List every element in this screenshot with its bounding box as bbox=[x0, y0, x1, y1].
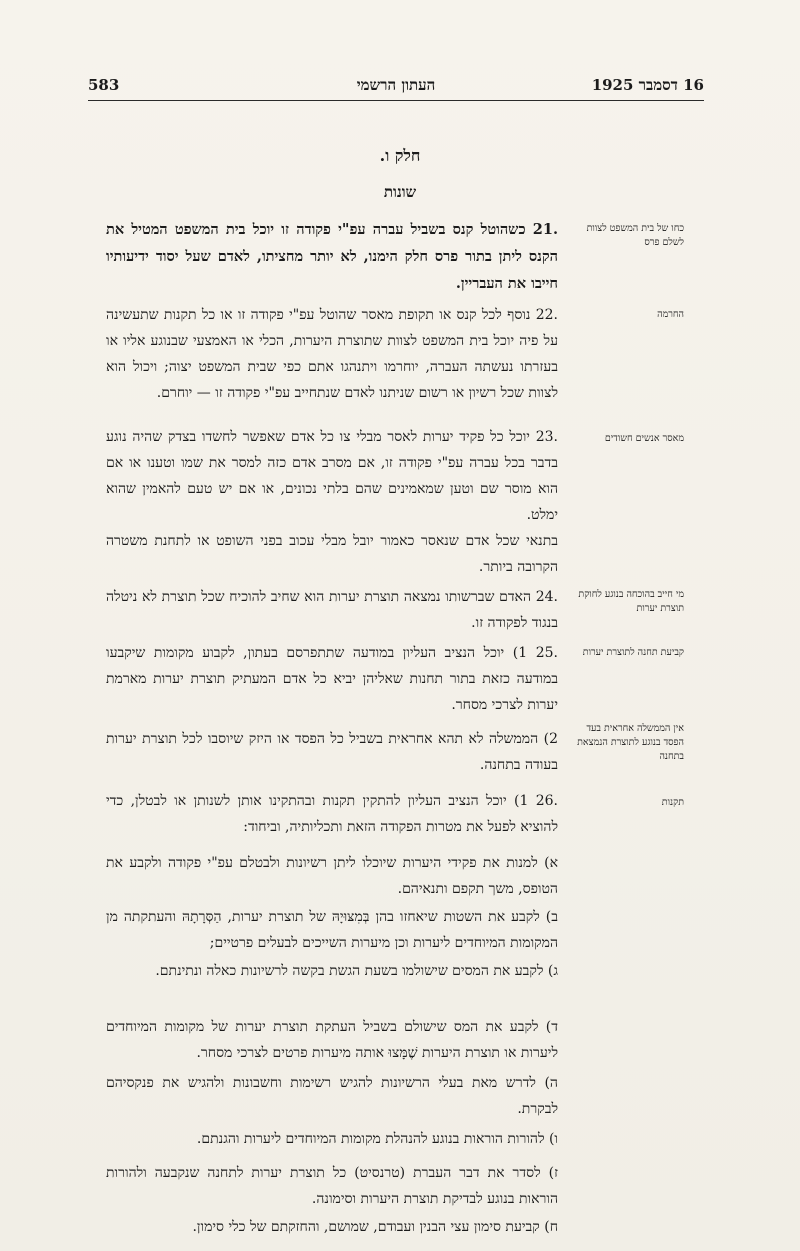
page-number: 583 bbox=[88, 76, 120, 94]
margin-note-24: מי חייב בהוכחה בנוגע לחוקת תוצרת יערות bbox=[578, 589, 684, 614]
page-header bbox=[88, 76, 704, 98]
paragraph-25-1: .25 1) יוכל הנציב העליון במודעה שתתפרסם בעתון, לקבוע מקומות שיקבעו במודעה כזאת בתור תחנות שאליהן יביא כל אדם המעתיק תוצרת יערות מארמת יערות לצרכי מסחר. bbox=[106, 645, 558, 713]
clause-h: ח) קביעת סימון עצי הבנין ועבודם, שמושם, והחזקתם של כלי סימון. bbox=[192, 1219, 558, 1235]
paragraph-23-proviso: בתנאי שכל אדם שנאסר כאמור יובל מבלי עכוב בפני השופט או לתחנת משטרה הקרובה ביותר. bbox=[106, 533, 558, 575]
section-title: שונות bbox=[383, 183, 417, 201]
clause-g: ז) לסדר את דבר העברת (טרנסיט) כל תוצרת יערות לתחנה שנקבעה ולהורות הוראות בנוגע לבדיקת תוצרת היערות וסימונה. bbox=[106, 1165, 558, 1207]
margin-note-23: מאסר אנשים חשודים bbox=[604, 433, 684, 444]
clause-b: ב) לקבע את השטות שיאחזו בהן בְּמִצּוּיָהּ של תוצרת יערות, הַסְּרָתָהּ והעתקתה מן המקומות המיוחדים ליערות וכן מיערות השייכים לבעלים פרטיים; bbox=[106, 909, 558, 951]
margin-note-25-1: קביעת תחנה לתוצרת יערות bbox=[582, 647, 684, 658]
clause-f: ו) להורות הוראות בנוגע להנהלת מקומות המיוחדים ליערות והגנתם. bbox=[196, 1131, 558, 1147]
paragraph-22: .22 נוסף לכל קנס או תקופת מאסר שהוטל עפ"י פקודה זו או כל תקנות שתעשינה על פיה יוכל בית המשפט לצוות שתוצרת היערות, הכלי או האמצעי שבנוגע אליו או בעזרתו נעשתה העברה, יוחרמו ויתנהגו אתם כפי שבית המשפט יצוה; ויכול הוא לצוות שכל רשיון או רשום שניתנו לאדם שנתחייב עפ"י פקודה זו — יוחרם. bbox=[106, 307, 558, 401]
paragraph-23: .23 יוכל כל פקיד יערות לאסר מבלי צו כל אדם שאפשר לחשדו בצדק שהיה נוגע בדבר בכל עברה עפ"י פקודה זו, אם מסרב אדם כזה למסר את שמו וטענו או אם הוא מוסר שם וטען שמאמינים שהם בלתי נכונים, או אם יש טעם להאמין שהוא ימלט. bbox=[106, 429, 558, 523]
header-divider bbox=[88, 100, 704, 101]
issue-date: 16 דסמבר 1925 bbox=[591, 76, 704, 94]
paragraph-24: .24 האדם שברשותו נמצאה תוצרת יערות הוא שחיב להוכיח שכל תוצרת לא ניטלה בנגוד לפקודה זו. bbox=[106, 589, 558, 631]
clause-d: ד) לקבע את המס שישולם בשביל העתקת תוצרת יערות של מקומות המיוחדים ליערות או תוצרת היערות שֶׁמָּצוּ אותה מיערות פרטים לצרכי מסחר. bbox=[106, 1019, 558, 1061]
publication-title: העתון הרשמי bbox=[356, 76, 436, 94]
margin-note-22: החרמה bbox=[657, 309, 684, 320]
margin-note-26: תקנות bbox=[661, 797, 684, 808]
clause-e: ה) לדרש מאת בעלי הרשיונות להגיש רשימות וחשבונות ולהגיש את פנקסיהם לבקרת. bbox=[106, 1075, 558, 1117]
part-title: חלק ו. bbox=[379, 146, 421, 165]
clause-c: ג) לקבע את המסים שישולמו בשעת הגשת בקשה לרשיונות כאלה ונתינתם. bbox=[155, 963, 558, 979]
paragraph-26: .26 1) יוכל הנציב העליון להתקין תקנות ובהתקינו אותן לשנותן או לבטלן, כדי להוציא לפעל את מטרות הפקודה הזאת ותכליותיה, וביחוד: bbox=[106, 793, 558, 835]
margin-note-21: כחו של בית המשפט לצוות לשלם פרס bbox=[586, 223, 684, 248]
clause-a: א) למנות את פקידי היערות שיוכלו ליתן רשיונות ולבטלם עפ"י פקודה ולקבע את הטופס, משך תקפם ותנאיהם. bbox=[106, 855, 558, 897]
paragraph-21: .21 כשהוטל קנס בשביל עברה עפ"י פקודה זו יוכל בית המשפט המטיל את הקנס ליתן בתור פרס חלק הימנו, לא יותר מחציתו, לאדם שעל יסוד ידיעותיו חייבו את העבריין. bbox=[106, 221, 558, 292]
paragraph-25-2: 2) הממשלה לא תהא אחראית בשביל כל הפסד או היזק שיוסבו לכל תוצרת יערות בעודה בתחנה. bbox=[106, 731, 558, 773]
margin-note-25-2: אין הממשלה אחראית בעד הפסד בנוגע לתוצרת הנמצאת בתחנה bbox=[577, 723, 684, 762]
